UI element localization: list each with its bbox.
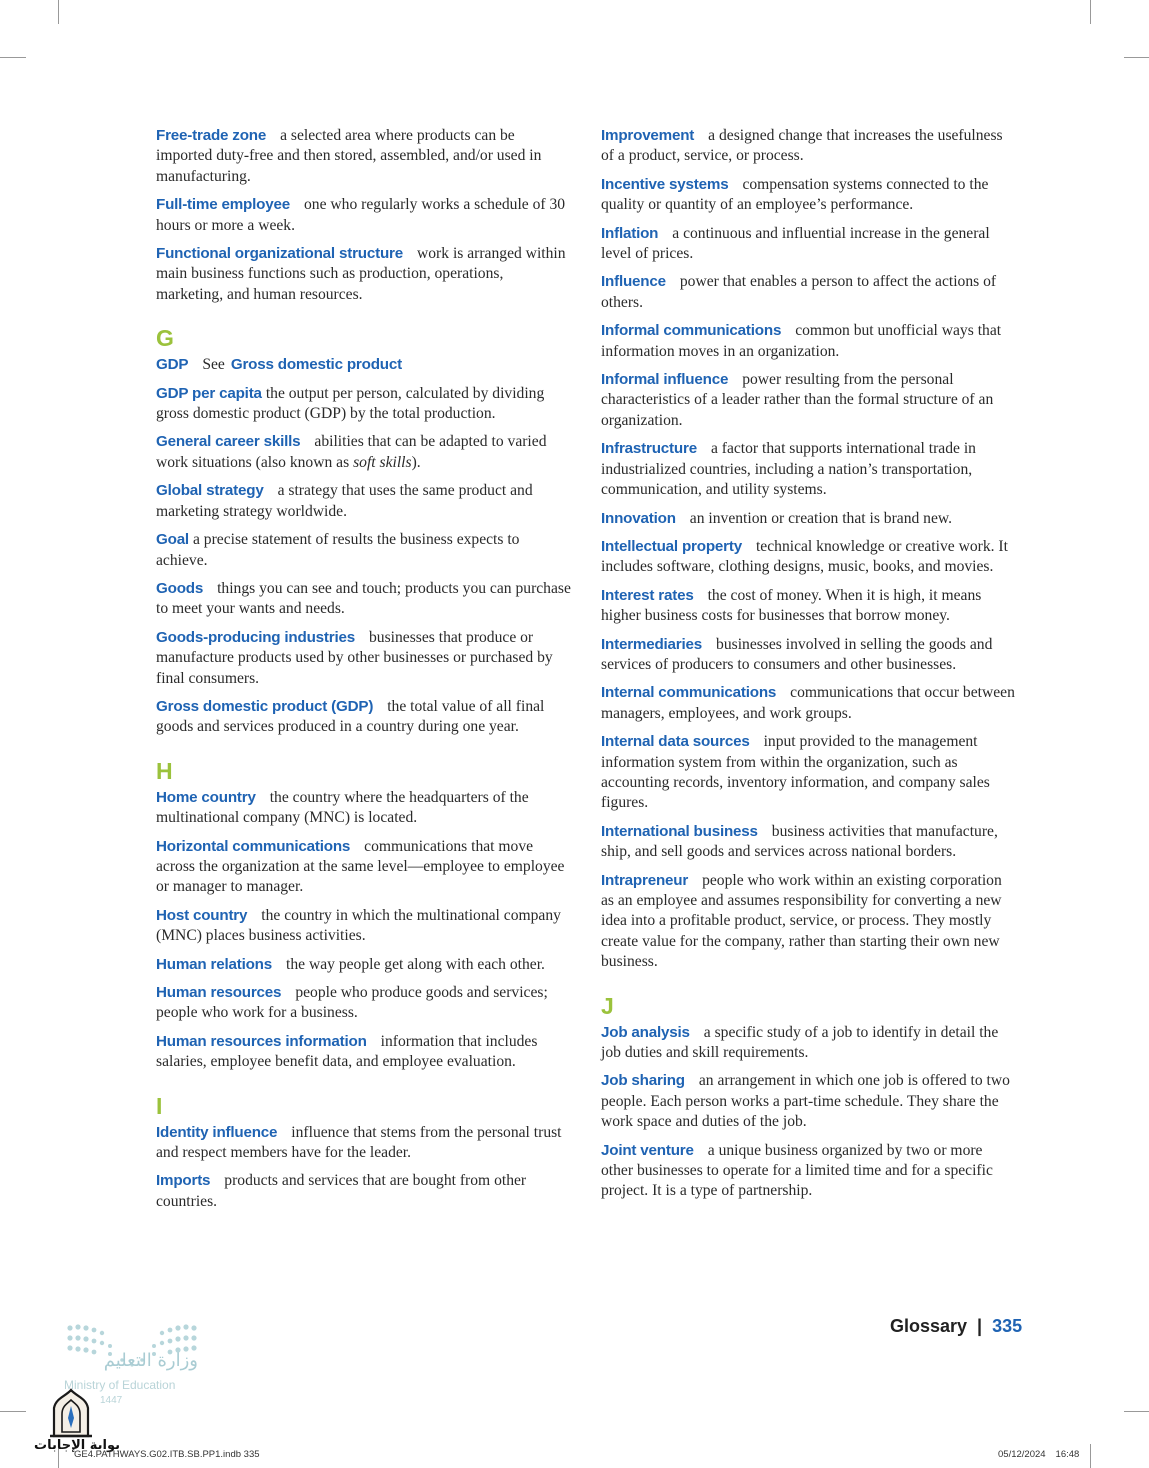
glossary-term: Gross domestic product (GDP) bbox=[156, 697, 374, 715]
glossary-definition: businesses that produce or manufacture products used by other businesses or purchased by final consumers. bbox=[156, 628, 553, 687]
crop-mark bbox=[1090, 0, 1091, 24]
glossary-term: Informal influence bbox=[601, 371, 729, 389]
lantern-icon bbox=[46, 1388, 96, 1440]
glossary-entry bbox=[156, 384, 572, 425]
crop-mark bbox=[0, 57, 26, 58]
glossary-term: Informal communications bbox=[601, 322, 782, 340]
glossary-term: Goal bbox=[156, 531, 189, 549]
glossary-term: Global strategy bbox=[156, 482, 264, 500]
section-letter: I bbox=[156, 1092, 163, 1119]
glossary-term: Functional organizational structure bbox=[156, 245, 403, 263]
glossary-term: Inflation bbox=[601, 224, 659, 242]
glossary-definition: the country where the headquarters of the multinational company (MNC) is located. bbox=[156, 788, 529, 827]
glossary-definition: business activities that manufacture, ship, and sell goods and services across national borders. bbox=[601, 822, 998, 861]
glossary-definition: people who work within an existing corporation as an employee and assumes responsibility for converting a new idea into a profitable product, service, or process. They mostly create value for the company, rather than starting their own new business. bbox=[601, 871, 1002, 971]
glossary-entry bbox=[156, 837, 572, 898]
glossary-definition: a unique business organized by two or more other businesses to operate for a limited time and for a specific project. It is a type of partnership. bbox=[601, 1141, 993, 1200]
glossary-entry bbox=[601, 586, 1015, 627]
glossary-entry bbox=[156, 1171, 572, 1212]
crop-mark bbox=[1124, 1411, 1149, 1412]
glossary-definition: an invention or creation that is brand new. bbox=[689, 509, 953, 527]
glossary-term: Intellectual property bbox=[601, 537, 742, 555]
glossary-definition: a strategy that uses the same product and marketing strategy worldwide. bbox=[156, 482, 533, 520]
glossary-definition: one who regularly works a schedule of 30 hours or more a week. bbox=[156, 196, 566, 234]
crop-mark bbox=[1124, 57, 1149, 58]
glossary-entry bbox=[156, 628, 572, 689]
glossary-entry bbox=[601, 175, 1015, 216]
glossary-definition: a selected area where products can be imported duty-free and then stored, assembled, and/or used in manufacturing. bbox=[156, 127, 542, 185]
glossary-column-right bbox=[601, 126, 1015, 1210]
definition-italic: soft skills bbox=[353, 453, 412, 471]
glossary-definition: information that includes salaries, employee benefit data, and employee evaluation. bbox=[156, 1032, 538, 1071]
glossary-term: Host country bbox=[156, 906, 248, 924]
glossary-entry bbox=[601, 683, 1015, 724]
glossary-entry bbox=[156, 355, 572, 375]
glossary-term: Identity influence bbox=[156, 1123, 278, 1141]
glossary-term: International business bbox=[601, 822, 758, 840]
watermark-text: بوابة الإجابات bbox=[34, 1438, 120, 1453]
glossary-definition: the way people get along with each other. bbox=[286, 955, 545, 973]
glossary-term: Incentive systems bbox=[601, 175, 729, 193]
glossary-definition: the output per person, calculated by dividing gross domestic product (GDP) by the total production. bbox=[156, 384, 545, 423]
glossary-definition: communications that occur between managers, employees, and work groups. bbox=[601, 684, 1015, 722]
glossary-entry bbox=[601, 1071, 1015, 1132]
glossary-entry bbox=[156, 195, 572, 236]
glossary-entry bbox=[156, 1032, 572, 1073]
glossary-entry bbox=[601, 822, 1015, 863]
glossary-entry bbox=[156, 530, 572, 571]
glossary-term: Innovation bbox=[601, 509, 676, 527]
crop-mark bbox=[1090, 1444, 1091, 1468]
glossary-definition: technical knowledge or creative work. It includes software, clothing designs, music, books, and movies. bbox=[601, 537, 1008, 576]
glossary-term: Influence bbox=[601, 273, 666, 291]
glossary-term: Internal communications bbox=[601, 684, 777, 702]
glossary-entry bbox=[601, 537, 1015, 578]
glossary-definition: the total value of all final goods and services produced in a country during one year. bbox=[156, 697, 545, 736]
glossary-term: Intermediaries bbox=[601, 635, 703, 653]
glossary-term: GDP per capita bbox=[156, 384, 262, 402]
glossary-definition: a continuous and influential increase in the general level of prices. bbox=[601, 224, 990, 263]
glossary-definition: power that enables a person to affect the actions of others. bbox=[601, 273, 997, 311]
glossary-entry bbox=[601, 1023, 1015, 1064]
glossary-entry bbox=[156, 697, 572, 738]
glossary-entry bbox=[601, 509, 1015, 529]
glossary-term: Improvement bbox=[601, 127, 695, 144]
glossary-definition: abilities that can be adapted to varied work situations (also known as bbox=[156, 433, 547, 471]
section-letter: J bbox=[601, 992, 614, 1019]
see-reference-term[interactable]: Gross domestic product bbox=[230, 356, 402, 374]
glossary-term: Human resources information bbox=[156, 1032, 367, 1050]
glossary-entry bbox=[156, 126, 572, 187]
glossary-entry bbox=[601, 126, 1015, 167]
glossary-term: Job sharing bbox=[601, 1072, 685, 1090]
glossary-term: Goods-producing industries bbox=[156, 628, 355, 646]
glossary-definition: people who produce goods and services; people who work for a business. bbox=[156, 984, 548, 1022]
glossary-definition: a specific study of a job to identify in detail the job duties and skill requirements. bbox=[601, 1023, 999, 1062]
glossary-definition: an arrangement in which one job is offered to two people. Each person works a part-time schedule. They share the work space and duties of the job. bbox=[601, 1072, 1010, 1131]
glossary-entry bbox=[601, 1141, 1015, 1202]
glossary-entry bbox=[601, 272, 1015, 313]
glossary-term: Human resources bbox=[156, 984, 282, 1001]
glossary-term: Horizontal communications bbox=[156, 837, 351, 855]
crop-mark bbox=[0, 1411, 26, 1412]
section-letter: H bbox=[156, 757, 173, 784]
folio-section: Glossary bbox=[890, 1316, 968, 1336]
glossary-entry bbox=[156, 579, 572, 620]
section-letter: G bbox=[156, 325, 174, 352]
glossary-entry bbox=[156, 1123, 572, 1164]
glossary-definition: common but unofficial ways that information moves in an organization. bbox=[601, 322, 1002, 360]
glossary-term: Home country bbox=[156, 788, 256, 806]
crop-mark bbox=[58, 0, 59, 24]
slug-time: 16:48 bbox=[1055, 1449, 1080, 1460]
glossary-entry bbox=[601, 321, 1015, 362]
glossary-definition: the country in which the multinational company (MNC) places business activities. bbox=[156, 906, 561, 945]
glossary-definition: work is arranged within main business functions such as production, operations, marketing, and human resources. bbox=[156, 245, 566, 303]
glossary-definition: communications that move across the organization at the same level—employee to employee or manager to manager. bbox=[156, 837, 565, 896]
glossary-entry bbox=[156, 983, 572, 1024]
glossary-definition: things you can see and touch; products you can purchase to meet your wants and needs. bbox=[156, 579, 571, 618]
glossary-term: Intrapreneur bbox=[601, 871, 689, 889]
glossary-term: GDP bbox=[156, 356, 189, 374]
glossary-definition: compensation systems connected to the quality or quantity of an employee’s performance. bbox=[601, 175, 989, 214]
glossary-definition: products and services that are bought from other countries. bbox=[156, 1172, 527, 1210]
glossary-column-left bbox=[156, 126, 572, 1220]
print-slug-file: GE4.PATHWAYS.G02.ITB.SB.PP1.indb 335 bbox=[74, 1449, 260, 1460]
print-slug-datetime bbox=[998, 1449, 1079, 1460]
glossary-term: Interest rates bbox=[601, 586, 694, 604]
see-reference-label: See bbox=[202, 356, 225, 374]
glossary-entry bbox=[156, 481, 572, 522]
glossary-entry bbox=[601, 439, 1015, 500]
glossary-definition: a designed change that increases the usefulness of a product, service, or process. bbox=[601, 127, 1003, 165]
glossary-definition: a factor that supports international trade in industrialized countries, including a nation’s transportation, communication, and utility systems. bbox=[601, 440, 976, 499]
glossary-term: Infrastructure bbox=[601, 440, 697, 458]
glossary-term: Imports bbox=[156, 1172, 211, 1190]
glossary-entry bbox=[156, 244, 572, 305]
glossary-term: Human relations bbox=[156, 955, 272, 973]
glossary-definition: power resulting from the personal characteristics of a leader rather than the formal structure of an organization. bbox=[601, 371, 994, 429]
definition-tail: ). bbox=[411, 453, 421, 471]
glossary-entry bbox=[601, 871, 1015, 973]
glossary-definition: the cost of money. When it is high, it means higher business costs for businesses that borrow money. bbox=[601, 586, 982, 625]
glossary-entry bbox=[156, 788, 572, 829]
page-folio bbox=[890, 1316, 1022, 1337]
slug-date: 05/12/2024 bbox=[998, 1449, 1046, 1460]
glossary-definition: input provided to the management information system from within the organization, such as accounting records, inventory information, and company sales figures. bbox=[601, 733, 990, 812]
glossary-term: Job analysis bbox=[601, 1023, 690, 1041]
folio-separator: | bbox=[977, 1316, 983, 1336]
glossary-term: General career skills bbox=[156, 433, 301, 451]
glossary-entry bbox=[601, 732, 1015, 814]
ministry-arabic-name: وزارة التعليم bbox=[103, 1350, 198, 1371]
glossary-definition: businesses involved in selling the goods and services of producers to consumers and other businesses. bbox=[601, 635, 993, 673]
glossary-term: Goods bbox=[156, 579, 204, 597]
glossary-term: Internal data sources bbox=[601, 733, 750, 751]
glossary-definition: a precise statement of results the business expects to achieve. bbox=[156, 531, 520, 569]
page-number: 335 bbox=[992, 1316, 1023, 1336]
glossary-entry bbox=[601, 224, 1015, 265]
glossary-term: Joint venture bbox=[601, 1141, 694, 1159]
glossary-entry bbox=[156, 955, 572, 975]
glossary-entry bbox=[156, 906, 572, 947]
glossary-term: Full-time employee bbox=[156, 196, 290, 214]
glossary-definition: influence that stems from the personal trust and respect members have for the leader. bbox=[156, 1123, 562, 1162]
glossary-term: Free-trade zone bbox=[156, 127, 267, 144]
glossary-entry bbox=[601, 370, 1015, 431]
ministry-english-name: Ministry of Education bbox=[64, 1378, 176, 1392]
ministry-year: 1447 bbox=[100, 1395, 123, 1406]
glossary-entry bbox=[156, 432, 572, 473]
glossary-entry bbox=[601, 635, 1015, 676]
